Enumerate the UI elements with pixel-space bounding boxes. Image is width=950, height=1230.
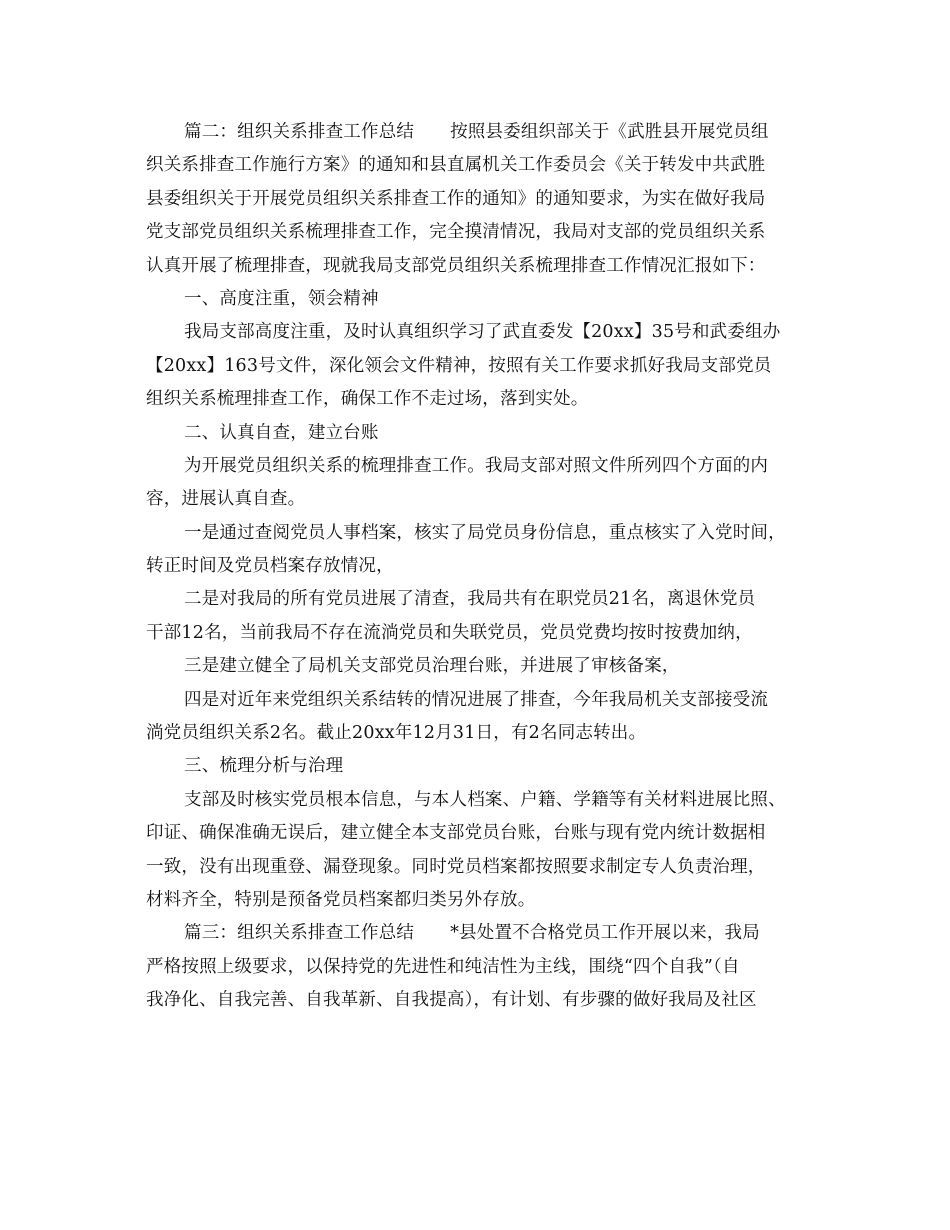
text-segment: 认真开展了梳理排查，现就我局支部党员组织关系梳理排查工作情况汇报如下： <box>146 255 766 276</box>
text-line <box>146 984 810 1017</box>
document-body <box>146 116 810 1018</box>
text-segment: 我局支部高度注重，及时认真组织学习了武直委发【20xx】35号和武委组办 <box>184 322 781 343</box>
text-line <box>146 583 810 616</box>
text-line <box>146 550 810 583</box>
text-segment: 淌党员组织关系2名。截止20xx年12月31日，有2名同志转出。 <box>146 723 647 744</box>
text-segment: 按照县委组织部关于《武胜县开展党员组 <box>450 122 769 142</box>
text-line <box>146 250 810 283</box>
text-segment: 二是对我局的所有党员进展了清查，我局共有在职党员21名，离退休党员 <box>184 589 756 610</box>
text-segment: 我净化、自我完善、自我革新、自我提高），有计划、有步骤的做好我局及社区 <box>146 990 757 1011</box>
text-line <box>146 917 810 950</box>
text-segment: 三、梳理分析与治理 <box>184 756 344 777</box>
text-line <box>146 684 810 717</box>
text-line <box>146 116 810 149</box>
text-segment: 【20xx】163号文件，深化领会文件精神，按照有关工作要求抓好我局支部党员 <box>146 355 772 376</box>
text-segment: 容，进展认真自查。 <box>146 489 306 510</box>
text-line <box>146 750 810 783</box>
text-segment: 转正时间及党员档案存放情况， <box>146 556 394 577</box>
text-segment: 县委组织关于开展党员组织关系排查工作的通知》的通知要求，为实在做好我局 <box>146 188 766 209</box>
text-segment: 干部12名，当前我局不存在流淌党员和失联党员，党员党费均按时按费加纳， <box>146 622 753 643</box>
text-line <box>146 717 810 750</box>
text-line <box>146 283 810 316</box>
text-segment: 一是通过查阅党员人事档案，核实了局党员身份信息，重点核实了入党时间， <box>184 522 786 543</box>
text-segment: 篇二：组织关系排查工作总结 <box>184 122 415 142</box>
text-line <box>146 316 810 349</box>
text-line <box>146 951 810 984</box>
text-segment: 一致，没有出现重登、漏登现象。同时党员档案都按照要求制定专人负责治理， <box>146 856 766 877</box>
text-line <box>146 650 810 683</box>
text-segment: 组织关系梳理排查工作，确保工作不走过场，落到实处。 <box>146 389 589 410</box>
text-line <box>146 383 810 416</box>
text-line <box>146 450 810 483</box>
text-segment: 三是建立健全了局机关支部党员治理台账，并进展了审核备案， <box>184 656 680 677</box>
text-segment: 材料齐全，特别是预备党员档案都归类另外存放。 <box>146 889 536 910</box>
text-segment: 支部及时核实党员根本信息，与本人档案、户籍、学籍等有关材料进展比照、 <box>184 789 786 810</box>
text-segment: 印证、确保准确无误后，建立健全本支部党员台账，台账与现有党内统计数据相 <box>146 823 766 844</box>
text-line <box>146 517 810 550</box>
text-line <box>146 483 810 516</box>
text-line <box>146 617 810 650</box>
text-line <box>146 417 810 450</box>
text-segment: *县处置不合格党员工作开展以来，我局 <box>450 923 760 944</box>
text-segment: 四是对近年来党组织关系结转的情况进展了排查，今年我局机关支部接受流 <box>184 689 769 710</box>
text-line <box>146 149 810 182</box>
text-segment: 为开展党员组织关系的梳理排查工作。我局支部对照文件所列四个方面的内 <box>184 455 769 476</box>
text-line <box>146 350 810 383</box>
text-segment: 一、高度注重，领会精神 <box>184 288 379 309</box>
text-line <box>146 216 810 249</box>
text-segment: 织关系排查工作施行方案》的通知和县直属机关工作委员会《关于转发中共武胜 <box>146 155 766 176</box>
text-line <box>146 784 810 817</box>
text-segment: 篇三：组织关系排查工作总结 <box>184 923 415 944</box>
text-line <box>146 884 810 917</box>
text-segment: 二、认真自查，建立台账 <box>184 422 379 443</box>
text-line <box>146 183 810 216</box>
text-segment: 党支部党员组织关系梳理排查工作，完全摸清情况，我局对支部的党员组织关系 <box>146 222 766 243</box>
text-segment: 严格按照上级要求，以保持党的先进性和纯洁性为主线，围绕“四个自我”（自 <box>146 956 740 977</box>
text-line <box>146 817 810 850</box>
text-line <box>146 851 810 884</box>
